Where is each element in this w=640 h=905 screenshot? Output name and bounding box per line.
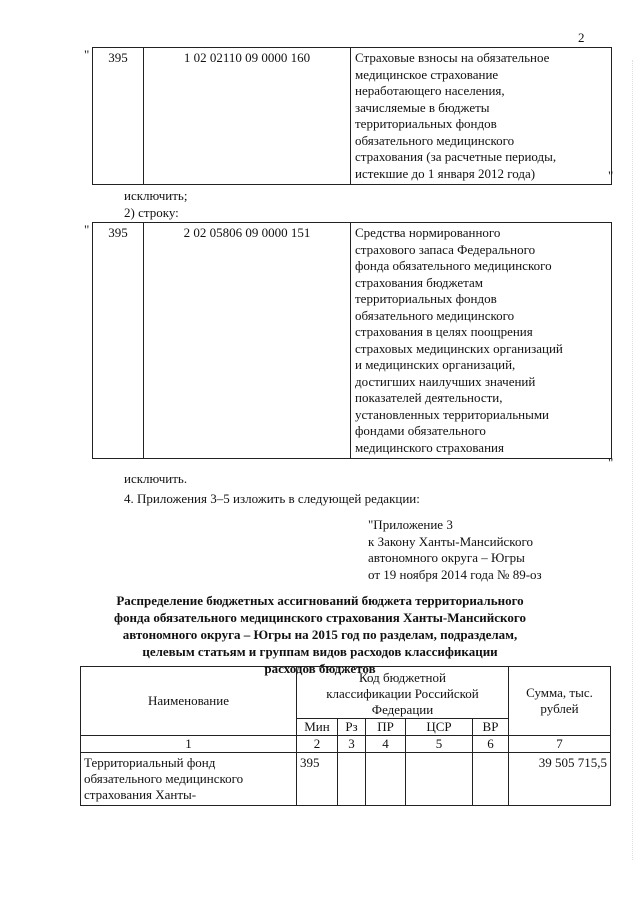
appendix-line: от 19 ноября 2014 года № 89-оз [368, 566, 542, 582]
col-number: 3 [338, 736, 366, 753]
name-cell [351, 223, 612, 459]
name-line: и медицинских организаций, [355, 357, 516, 372]
kbk-cell: 2 02 05806 09 0000 151 [144, 223, 351, 459]
name-line: медицинское страхование [355, 66, 499, 82]
header-code-line: Код бюджетной [359, 670, 446, 685]
title-line: фонда обязательного медицинского страхования Ханты-Мансийского [114, 610, 526, 625]
row-name-line: страхования Ханты- [84, 787, 197, 802]
appendix-reference [368, 517, 542, 583]
row-name-cell [81, 753, 297, 806]
document-title [85, 592, 555, 677]
name-line: страхования бюджетам [355, 274, 483, 290]
budget-row-table-1 [92, 47, 612, 185]
name-line: фонда обязательного медицинского [355, 258, 552, 273]
page-number: 2 [578, 30, 585, 45]
title-line: автономного округа – Югры на 2015 год по разделам, подразделам, [122, 627, 518, 642]
table-header-row [81, 667, 611, 719]
col-number: 6 [473, 736, 509, 753]
subheader-rz: Рз [338, 719, 366, 736]
budget-allocation-table [80, 666, 611, 806]
row-min-cell: 395 [297, 753, 338, 806]
name-line: территориальных фондов [355, 291, 497, 306]
appendix-line: автономного округа – Югры [368, 550, 525, 565]
budget-row-table-2 [92, 222, 612, 459]
col-number: 5 [406, 736, 473, 753]
name-line: показателей деятельности, [355, 390, 503, 405]
item-4-text: 4. Приложения 3–5 изложить в следующей редакции: [124, 491, 420, 506]
appendix-line: "Приложение 3 [368, 517, 453, 532]
name-line: Средства нормированного [355, 225, 501, 240]
appendix-line: к Закону Ханты-Мансийского [368, 533, 533, 549]
row-name-line: обязательного медицинского [84, 771, 244, 786]
quote-close-mark: " [608, 168, 614, 183]
exclude-text-2: исключить. [124, 471, 188, 486]
name-line: обязательного медицинского [355, 132, 515, 148]
code-cell: 395 [93, 48, 144, 185]
name-line: истекшие до 1 января 2012 года) [355, 165, 536, 181]
title-line: Распределение бюджетных ассигнований бюджета территориального [116, 593, 524, 608]
scan-edge-line [632, 60, 634, 860]
name-line: страхования в целях поощрения [355, 324, 533, 339]
row-rz-cell [338, 753, 366, 806]
header-code-line: классификации Российской [326, 686, 479, 701]
title-line: расходов бюджетов [264, 661, 376, 676]
subheader-csr: ЦСР [406, 719, 473, 736]
row-csr-cell [406, 753, 473, 806]
name-line: неработающего населения, [355, 83, 505, 98]
header-sum [509, 667, 611, 736]
name-line: обязательного медицинского [355, 307, 515, 323]
col-number: 7 [509, 736, 611, 753]
column-number-row [81, 736, 611, 753]
table-row [93, 223, 612, 459]
row-name-line: Территориальный фонд [84, 755, 216, 770]
table-row [93, 48, 612, 185]
name-line: медицинского страхования [355, 439, 504, 455]
col-number: 1 [81, 736, 297, 753]
exclude-text-1: исключить; [124, 188, 188, 203]
header-code [297, 667, 509, 719]
item-2-text: 2) строку: [124, 205, 179, 220]
name-line: страхового запаса Федерального [355, 241, 536, 257]
col-number: 4 [366, 736, 406, 753]
col-number: 2 [297, 736, 338, 753]
quote-open-mark: " [84, 222, 90, 237]
name-line: страхования (за расчетные периоды, [355, 149, 557, 164]
name-line: достигших наилучших значений [355, 373, 536, 389]
code-cell: 395 [93, 223, 144, 459]
table-row [81, 753, 611, 806]
header-name: Наименование [81, 667, 297, 736]
name-line: установленных территориальными [355, 406, 550, 422]
header-sum-line: Сумма, тыс. [526, 685, 593, 700]
subheader-min: Мин [297, 719, 338, 736]
quote-open-mark: " [84, 47, 90, 62]
name-line: фондами обязательного [355, 423, 486, 438]
header-code-line: Федерации [371, 702, 434, 717]
name-line: страховых медицинских организаций [355, 340, 563, 356]
name-line: Страховые взносы на обязательное [355, 50, 550, 65]
row-sum-cell: 39 505 715,5 [509, 753, 611, 806]
row-vr-cell [473, 753, 509, 806]
row-pr-cell [366, 753, 406, 806]
kbk-cell: 1 02 02110 09 0000 160 [144, 48, 351, 185]
subheader-pr: ПР [366, 719, 406, 736]
quote-close-mark: " [608, 455, 614, 470]
title-line: целевым статьям и группам видов расходов классификации [142, 644, 498, 659]
name-cell [351, 48, 612, 185]
header-sum-line: рублей [540, 701, 579, 716]
name-line: зачисляемые в бюджеты [355, 99, 490, 115]
name-line: территориальных фондов [355, 116, 497, 131]
subheader-vr: ВР [473, 719, 509, 736]
